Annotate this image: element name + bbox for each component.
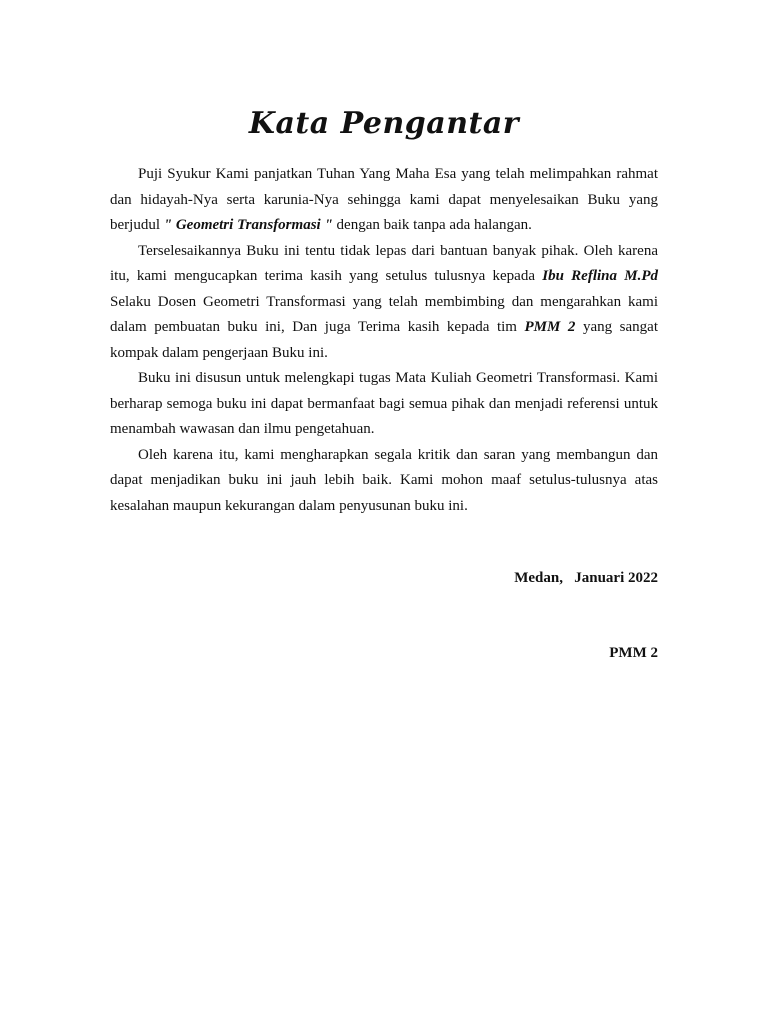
signature-place-date: Medan, Januari 2022 — [514, 570, 658, 586]
paragraph-1 — [110, 162, 658, 239]
page-title: Kata Pengantar — [248, 106, 520, 141]
book-title-emphasis: " Geometri Transformasi " — [163, 217, 333, 233]
paragraph-3 — [110, 366, 658, 443]
paragraph-4 — [110, 443, 658, 520]
document-body — [110, 162, 658, 519]
lecturer-name-emphasis: Ibu Reflina M.Pd — [542, 268, 658, 284]
paragraph-2-text-a: Terselesaikannya Buku ini tentu tidak lepas dari bantuan banyak pihak. Oleh karena itu, kami mengucapkan terima kasih yang setulus tulusnya kepada — [110, 242, 658, 284]
paragraph-4-text-a: Oleh karena itu, kami mengharapkan segala kritik dan saran yang membangun dan dapat menjadikan buku ini jauh lebih baik. Kami mohon maaf setulus-tulusnya atas kesalahan maupun kekurangan dalam penyusunan buku ini. — [110, 446, 658, 514]
paragraph-1-text-c: dengan baik tanpa ada halangan. — [332, 217, 532, 233]
paragraph-2-text-c: Selaku Dosen Geometri Transformasi yang telah membimbing dan mengarahkan kami dalam pembuatan buku ini, Dan juga Terima kasih kepada tim — [110, 293, 658, 335]
team-name-emphasis: PMM 2 — [524, 319, 576, 335]
signature-name: PMM 2 — [609, 645, 658, 661]
paragraph-3-text-a: Buku ini disusun untuk melengkapi tugas Mata Kuliah Geometri Transformasi. Kami berharap semoga buku ini dapat bermanfaat bagi semua pihak dan menjadi referensi untuk menambah wawasan dan ilmu pengetahuan. — [110, 370, 658, 437]
paragraph-2 — [110, 239, 658, 367]
paragraph-1-text-a: Puji Syukur Kami panjatkan Tuhan Yang Maha Esa yang telah melimpahkan rahmat dan hidayah-Nya serta karunia-Nya sehingga kami dapat menyelesaikan Buku yang berjudul — [110, 166, 658, 233]
paragraph-2-text-e: yang sangat kompak dalam pengerjaan Buku ini. — [110, 319, 658, 361]
